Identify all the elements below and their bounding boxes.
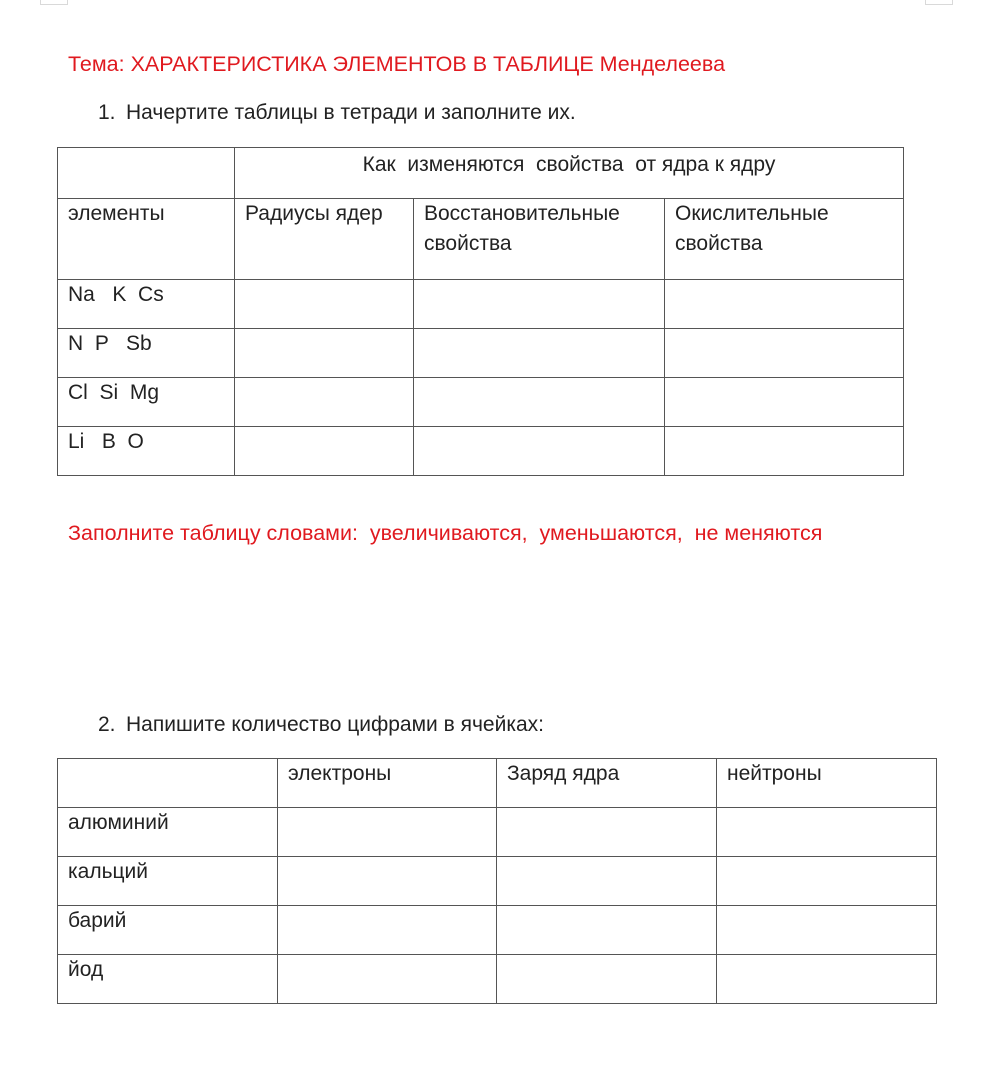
page-corner-mark-right — [925, 0, 953, 5]
table-row — [58, 906, 937, 955]
row-label: Li B O — [58, 427, 235, 476]
row-label: йод — [58, 955, 278, 1004]
table-cell[interactable] — [665, 280, 904, 329]
table-row — [58, 427, 904, 476]
table-cell[interactable] — [665, 427, 904, 476]
table-cell[interactable] — [235, 329, 414, 378]
table-cell[interactable] — [414, 329, 665, 378]
row-label: Na K Cs — [58, 280, 235, 329]
table-cell[interactable] — [235, 378, 414, 427]
table-cell[interactable] — [497, 857, 717, 906]
table-row — [58, 955, 937, 1004]
task-2-heading — [98, 713, 544, 737]
table-cell[interactable] — [414, 378, 665, 427]
row-label: алюминий — [58, 808, 278, 857]
table-row — [58, 148, 904, 199]
table-row — [58, 199, 904, 280]
counts-table — [57, 758, 937, 1004]
column-header-neutrons: нейтроны — [717, 759, 937, 808]
table-cell[interactable] — [235, 280, 414, 329]
row-label: кальций — [58, 857, 278, 906]
topic-title: Тема: ХАРАКТЕРИСТИКА ЭЛЕМЕНТОВ В ТАБЛИЦЕ Менделеева — [68, 52, 726, 76]
fill-instruction: Заполните таблицу словами: увеличиваются, уменьшаются, не меняются — [68, 521, 823, 545]
table-row — [58, 857, 937, 906]
table-cell[interactable] — [497, 906, 717, 955]
table-cell[interactable] — [665, 378, 904, 427]
task-2-number: 2. — [98, 713, 116, 736]
group-header-cell: Как изменяются свойства от ядра к ядру — [235, 148, 904, 199]
column-header-electrons: электроны — [278, 759, 497, 808]
column-header-reducing: Восстановительные свойства — [414, 199, 665, 280]
table-cell[interactable] — [497, 808, 717, 857]
table-cell[interactable] — [278, 808, 497, 857]
table-cell[interactable] — [278, 955, 497, 1004]
column-header-oxidizing: Окислительные свойства — [665, 199, 904, 280]
table-cell[interactable] — [717, 808, 937, 857]
table-row — [58, 759, 937, 808]
table-cell[interactable] — [278, 857, 497, 906]
task-2-text: Напишите количество цифрами в ячейках: — [126, 713, 544, 736]
page-corner-mark-left — [40, 0, 68, 5]
table-row — [58, 808, 937, 857]
row-label: барий — [58, 906, 278, 955]
table-cell[interactable] — [717, 857, 937, 906]
table-cell[interactable] — [497, 955, 717, 1004]
properties-table — [57, 147, 904, 476]
table-cell[interactable] — [414, 280, 665, 329]
table-row — [58, 378, 904, 427]
task-1-heading — [98, 101, 576, 125]
table-cell[interactable] — [665, 329, 904, 378]
table-row — [58, 280, 904, 329]
table-cell[interactable] — [414, 427, 665, 476]
table-row — [58, 329, 904, 378]
table-cell[interactable] — [58, 759, 278, 808]
table-cell[interactable] — [717, 906, 937, 955]
row-label: Cl Si Mg — [58, 378, 235, 427]
table-cell[interactable] — [717, 955, 937, 1004]
column-header-radius: Радиусы ядер — [235, 199, 414, 280]
task-1-text: Начертите таблицы в тетради и заполните их. — [126, 101, 576, 124]
row-label: N P Sb — [58, 329, 235, 378]
column-header-nuclear-charge: Заряд ядра — [497, 759, 717, 808]
column-header-elements: элементы — [58, 199, 235, 280]
table-cell[interactable] — [235, 427, 414, 476]
table-cell[interactable] — [58, 148, 235, 199]
table-cell[interactable] — [278, 906, 497, 955]
task-1-number: 1. — [98, 101, 116, 124]
